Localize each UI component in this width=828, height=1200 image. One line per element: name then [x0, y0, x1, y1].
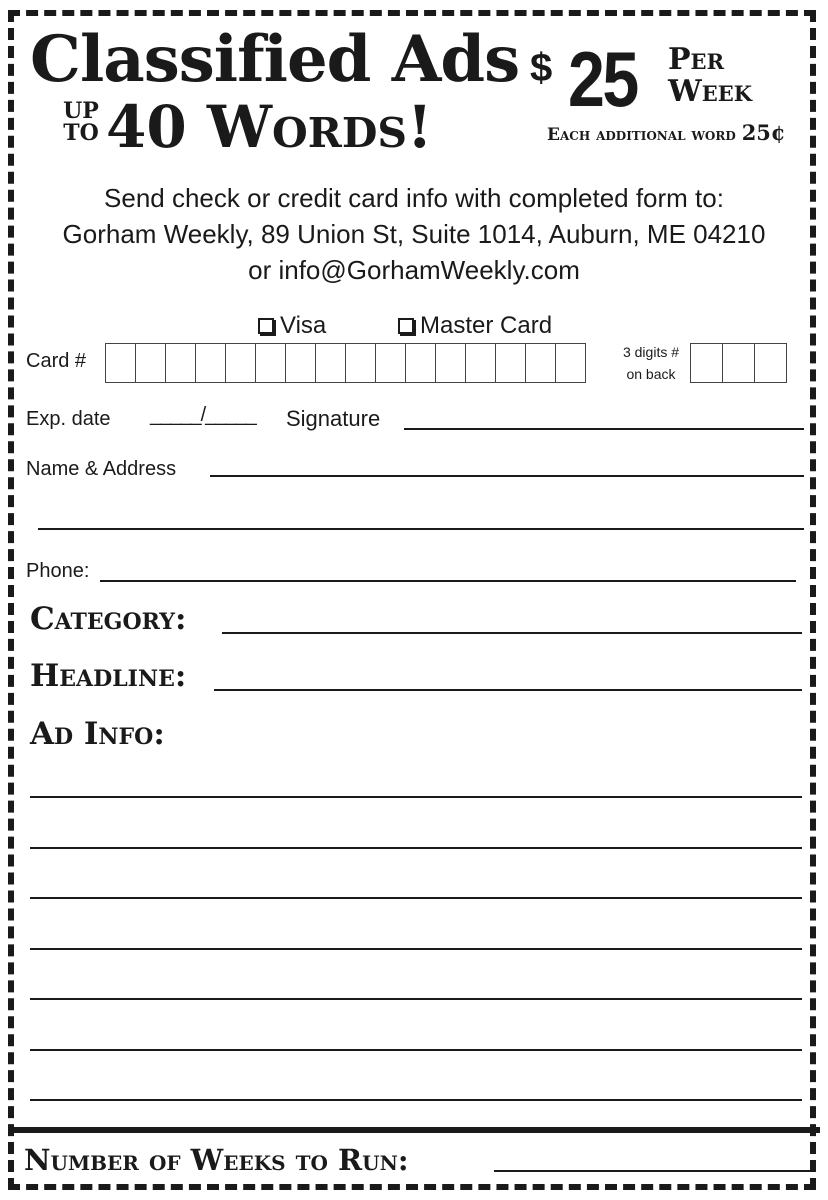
- instructions-line-1: Send check or credit card info with completed form to:: [104, 183, 724, 213]
- card-number-boxes[interactable]: [106, 343, 586, 383]
- card-digit-box[interactable]: [435, 343, 466, 383]
- visa-label: Visa: [280, 312, 327, 339]
- headline-line[interactable]: [214, 689, 802, 691]
- mastercard-label: Master Card: [420, 312, 553, 339]
- cvv-digit-box[interactable]: [722, 343, 755, 383]
- card-digit-box[interactable]: [195, 343, 226, 383]
- cvv-label: [612, 341, 690, 385]
- ad-info-line[interactable]: [30, 1099, 802, 1101]
- additional-word-label: Each additional word: [547, 125, 736, 145]
- additional-word-price: 25¢: [741, 120, 786, 145]
- additional-word-note: [547, 122, 786, 144]
- card-digit-box[interactable]: [345, 343, 376, 383]
- address-line-2[interactable]: [38, 528, 804, 530]
- card-digit-box[interactable]: [405, 343, 436, 383]
- cvv-label-line-1: 3 digits #: [622, 344, 680, 360]
- footer-divider: [8, 1127, 820, 1133]
- card-digit-box[interactable]: [495, 343, 526, 383]
- cvv-boxes[interactable]: [691, 343, 787, 383]
- ad-info-line[interactable]: [30, 897, 802, 899]
- ad-info-label: Ad Info:: [30, 716, 165, 752]
- cvv-digit-box[interactable]: [690, 343, 723, 383]
- card-digit-box[interactable]: [285, 343, 316, 383]
- cvv-digit-box[interactable]: [754, 343, 787, 383]
- mastercard-checkbox[interactable]: [398, 318, 414, 334]
- week-text: Week: [668, 73, 752, 109]
- to-text: TO: [63, 120, 99, 146]
- instructions-line-2: Gorham Weekly, 89 Union St, Suite 1014, Auburn, ME 04210: [62, 219, 766, 249]
- price-value: 25: [568, 35, 637, 123]
- signature-label: Signature: [286, 406, 381, 431]
- phone-label: Phone:: [26, 560, 90, 582]
- instructions: [20, 180, 808, 288]
- ad-info-line[interactable]: [30, 847, 802, 849]
- visa-checkbox[interactable]: [258, 318, 274, 334]
- weeks-to-run-line[interactable]: [494, 1170, 810, 1172]
- currency-symbol: $: [530, 46, 553, 90]
- weeks-to-run-label: Number of Weeks to Run:: [24, 1143, 409, 1177]
- card-digit-box[interactable]: [105, 343, 136, 383]
- cvv-label-line-2: on back: [626, 366, 676, 382]
- ad-info-line[interactable]: [30, 948, 802, 950]
- name-address-line[interactable]: [210, 475, 804, 477]
- signature-line[interactable]: [404, 428, 804, 430]
- form-title: Classified Ads: [30, 22, 520, 97]
- up-to-label: [58, 100, 104, 144]
- word-limit: 40 Words!: [106, 93, 433, 161]
- per-week-label: [668, 44, 752, 107]
- visa-option[interactable]: [258, 312, 326, 340]
- card-digit-box[interactable]: [375, 343, 406, 383]
- card-digit-box[interactable]: [255, 343, 286, 383]
- ad-info-line[interactable]: [30, 796, 802, 798]
- card-number-label: Card #: [26, 350, 87, 372]
- exp-date-label: Exp. date: [26, 408, 111, 430]
- name-address-label: Name & Address: [26, 458, 177, 480]
- per-text: Per: [668, 42, 725, 77]
- ad-info-line[interactable]: [30, 1049, 802, 1051]
- card-digit-box[interactable]: [465, 343, 496, 383]
- up-text: UP: [63, 98, 99, 124]
- card-digit-box[interactable]: [165, 343, 196, 383]
- exp-date-field[interactable]: _____/_____: [150, 404, 256, 426]
- mastercard-option[interactable]: [398, 312, 552, 340]
- card-digit-box[interactable]: [525, 343, 556, 383]
- headline-label: Headline:: [30, 658, 187, 694]
- category-label: Category:: [30, 601, 187, 637]
- category-line[interactable]: [222, 632, 802, 634]
- card-digit-box[interactable]: [315, 343, 346, 383]
- phone-line[interactable]: [100, 580, 796, 582]
- card-digit-box[interactable]: [555, 343, 586, 383]
- ad-info-line[interactable]: [30, 998, 802, 1000]
- instructions-line-3: or info@GorhamWeekly.com: [248, 255, 580, 285]
- card-digit-box[interactable]: [135, 343, 166, 383]
- card-digit-box[interactable]: [225, 343, 256, 383]
